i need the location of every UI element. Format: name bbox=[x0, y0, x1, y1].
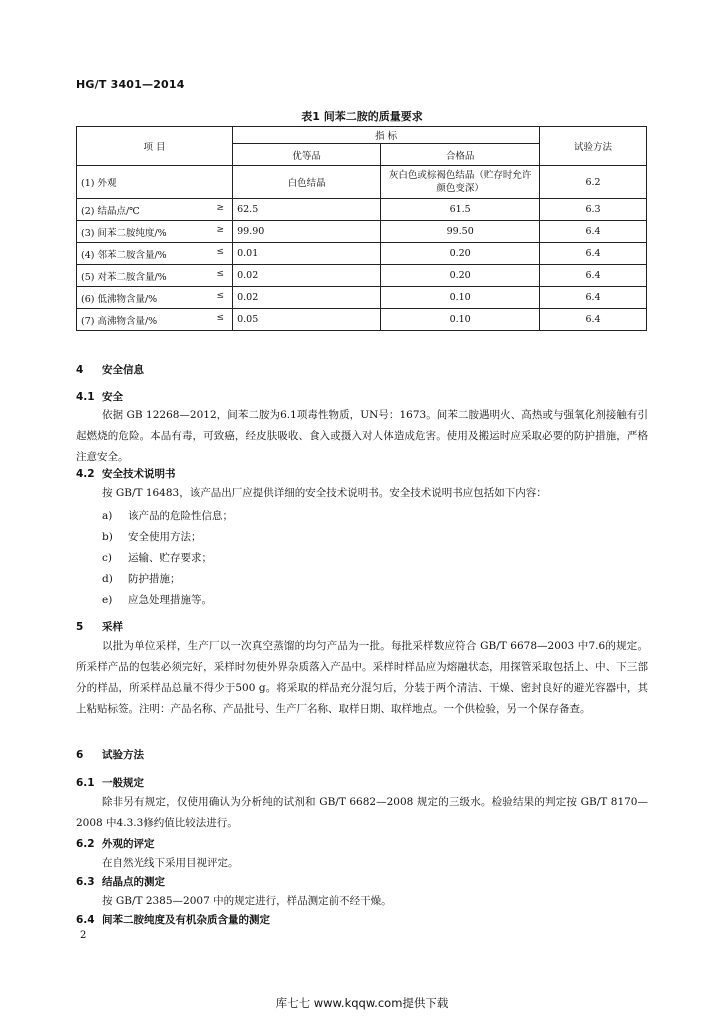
row-method: 6.4 bbox=[540, 265, 647, 287]
section-heading: 4.2 安全技术说明书 bbox=[76, 468, 176, 480]
table-row bbox=[77, 221, 647, 243]
row-qualified: 0.10 bbox=[381, 287, 540, 309]
section-heading: 6.2 外观的评定 bbox=[76, 838, 155, 850]
row-superior: 99.90 bbox=[233, 221, 381, 243]
section-heading: 4.1 安全 bbox=[76, 391, 123, 403]
row-superior: 0.02 bbox=[233, 287, 381, 309]
standard-number: HG/T 3401—2014 bbox=[76, 78, 185, 91]
table-row bbox=[77, 166, 647, 199]
section-heading: 5 采样 bbox=[76, 621, 123, 633]
table-row bbox=[77, 243, 647, 265]
row-item: (3) 间苯二胺纯度/% bbox=[81, 227, 167, 239]
row-symbol: ≤ bbox=[216, 246, 225, 257]
row-symbol: ≤ bbox=[216, 290, 225, 301]
section-heading: 6 试验方法 bbox=[76, 749, 144, 761]
paragraph: 在自然光线下采用目视评定。 bbox=[102, 857, 239, 869]
section-heading: 6.1 一般规定 bbox=[76, 777, 144, 789]
paragraph: 按 GB/T 16483，该产品出厂应提供详细的安全技术说明书。安全技术说明书应包括如下内容： bbox=[102, 487, 547, 499]
row-qualified: 0.20 bbox=[381, 243, 540, 265]
table-caption: 表1 间苯二胺的质量要求 bbox=[301, 110, 423, 123]
row-qualified: 61.5 bbox=[381, 199, 540, 221]
table-row bbox=[77, 265, 647, 287]
row-symbol: ≤ bbox=[216, 268, 225, 279]
row-symbol: ≥ bbox=[216, 202, 225, 213]
row-item: (4) 邻苯二胺含量/% bbox=[81, 249, 167, 261]
paragraph: 依据 GB 12268—2012，间苯二胺为6.1项毒性物质，UN号：1673。间苯二胺遇明火、高热或与强氧化剂接触有引起燃烧的危险。本品有毒，可致癌，经皮肤吸收、食入或摄入对人体造成危害。使用及搬运时应采取必要的防护措施，严格注意安全。 bbox=[76, 409, 648, 463]
table-row bbox=[77, 309, 647, 331]
col-header-method: 试验方法 bbox=[540, 127, 647, 166]
row-superior: 白色结晶 bbox=[233, 166, 381, 199]
row-method: 6.4 bbox=[540, 243, 647, 265]
section-heading: 4 安全信息 bbox=[76, 364, 144, 376]
paragraph: 以批为单位采样，生产厂以一次真空蒸馏的均匀产品为一批。每批采样数应符合 GB/T 6678—2003 中7.6的规定。所采样产品的包装必须完好，采样时勿使外界杂质落入产品中。采样时样品应为熔融状态，用探管采取包括上、中、下三部分的样品，所采样品总量不得少于500 g。将采取的样品充分混匀后，分装于两个清洁、干燥、密封良好的避光容器中，其上粘贴标签。注明：产品名称、产品批号、生产厂名称、取样日期、取样地点。一个供检验，另一个保存备查。 bbox=[76, 640, 648, 715]
col-header-item: 项 目 bbox=[77, 127, 233, 166]
row-method: 6.2 bbox=[540, 166, 647, 199]
row-item: (2) 结晶点/℃ bbox=[81, 205, 140, 217]
paragraph: 除非另有规定，仅使用确认为分析纯的试剂和 GB/T 6682—2008 规定的三级水。检验结果的判定按 GB/T 8170—2008 中4.3.3修约值比较法进行。 bbox=[76, 796, 648, 829]
col-header-index: 指 标 bbox=[233, 127, 540, 144]
col-header-superior: 优等品 bbox=[233, 144, 381, 166]
row-qualified: 99.50 bbox=[381, 221, 540, 243]
row-item: (5) 对苯二胺含量/% bbox=[81, 271, 167, 283]
section-heading: 6.3 结晶点的测定 bbox=[76, 876, 165, 888]
list-item: d) 防护措施； bbox=[102, 573, 181, 585]
list-item: e) 应急处理措施等。 bbox=[102, 594, 212, 606]
table-row bbox=[77, 287, 647, 309]
row-superior: 0.01 bbox=[233, 243, 381, 265]
paragraph: 按 GB/T 2385—2007 中的规定进行，样品测定前不经干燥。 bbox=[102, 895, 392, 907]
row-method: 6.4 bbox=[540, 287, 647, 309]
row-superior: 0.05 bbox=[233, 309, 381, 331]
row-symbol: ≤ bbox=[216, 312, 225, 323]
col-header-qualified: 合格品 bbox=[381, 144, 540, 166]
section-heading: 6.4 间苯二胺纯度及有机杂质含量的测定 bbox=[76, 914, 270, 926]
list-item: c) 运输、贮存要求； bbox=[102, 552, 212, 564]
row-superior: 62.5 bbox=[233, 199, 381, 221]
quality-requirements-table bbox=[76, 126, 647, 331]
row-method: 6.4 bbox=[540, 221, 647, 243]
page-number: 2 bbox=[80, 930, 87, 941]
row-qualified: 0.10 bbox=[381, 309, 540, 331]
row-qualified: 灰白色或棕褐色结晶（贮存时允许颜色变深） bbox=[381, 166, 540, 199]
row-item: (6) 低沸物含量/% bbox=[81, 293, 158, 305]
list-item: a) 该产品的危险性信息； bbox=[102, 510, 233, 522]
download-footer: 库七七 www.kqqw.com提供下载 bbox=[275, 996, 449, 1010]
row-method: 6.4 bbox=[540, 309, 647, 331]
row-superior: 0.02 bbox=[233, 265, 381, 287]
row-item: (1) 外观 bbox=[81, 178, 117, 189]
row-symbol: ≥ bbox=[216, 224, 225, 235]
row-item: (7) 高沸物含量/% bbox=[81, 315, 158, 327]
table-row bbox=[77, 199, 647, 221]
row-qualified: 0.20 bbox=[381, 265, 540, 287]
row-method: 6.3 bbox=[540, 199, 647, 221]
list-item: b) 安全使用方法； bbox=[102, 531, 202, 543]
